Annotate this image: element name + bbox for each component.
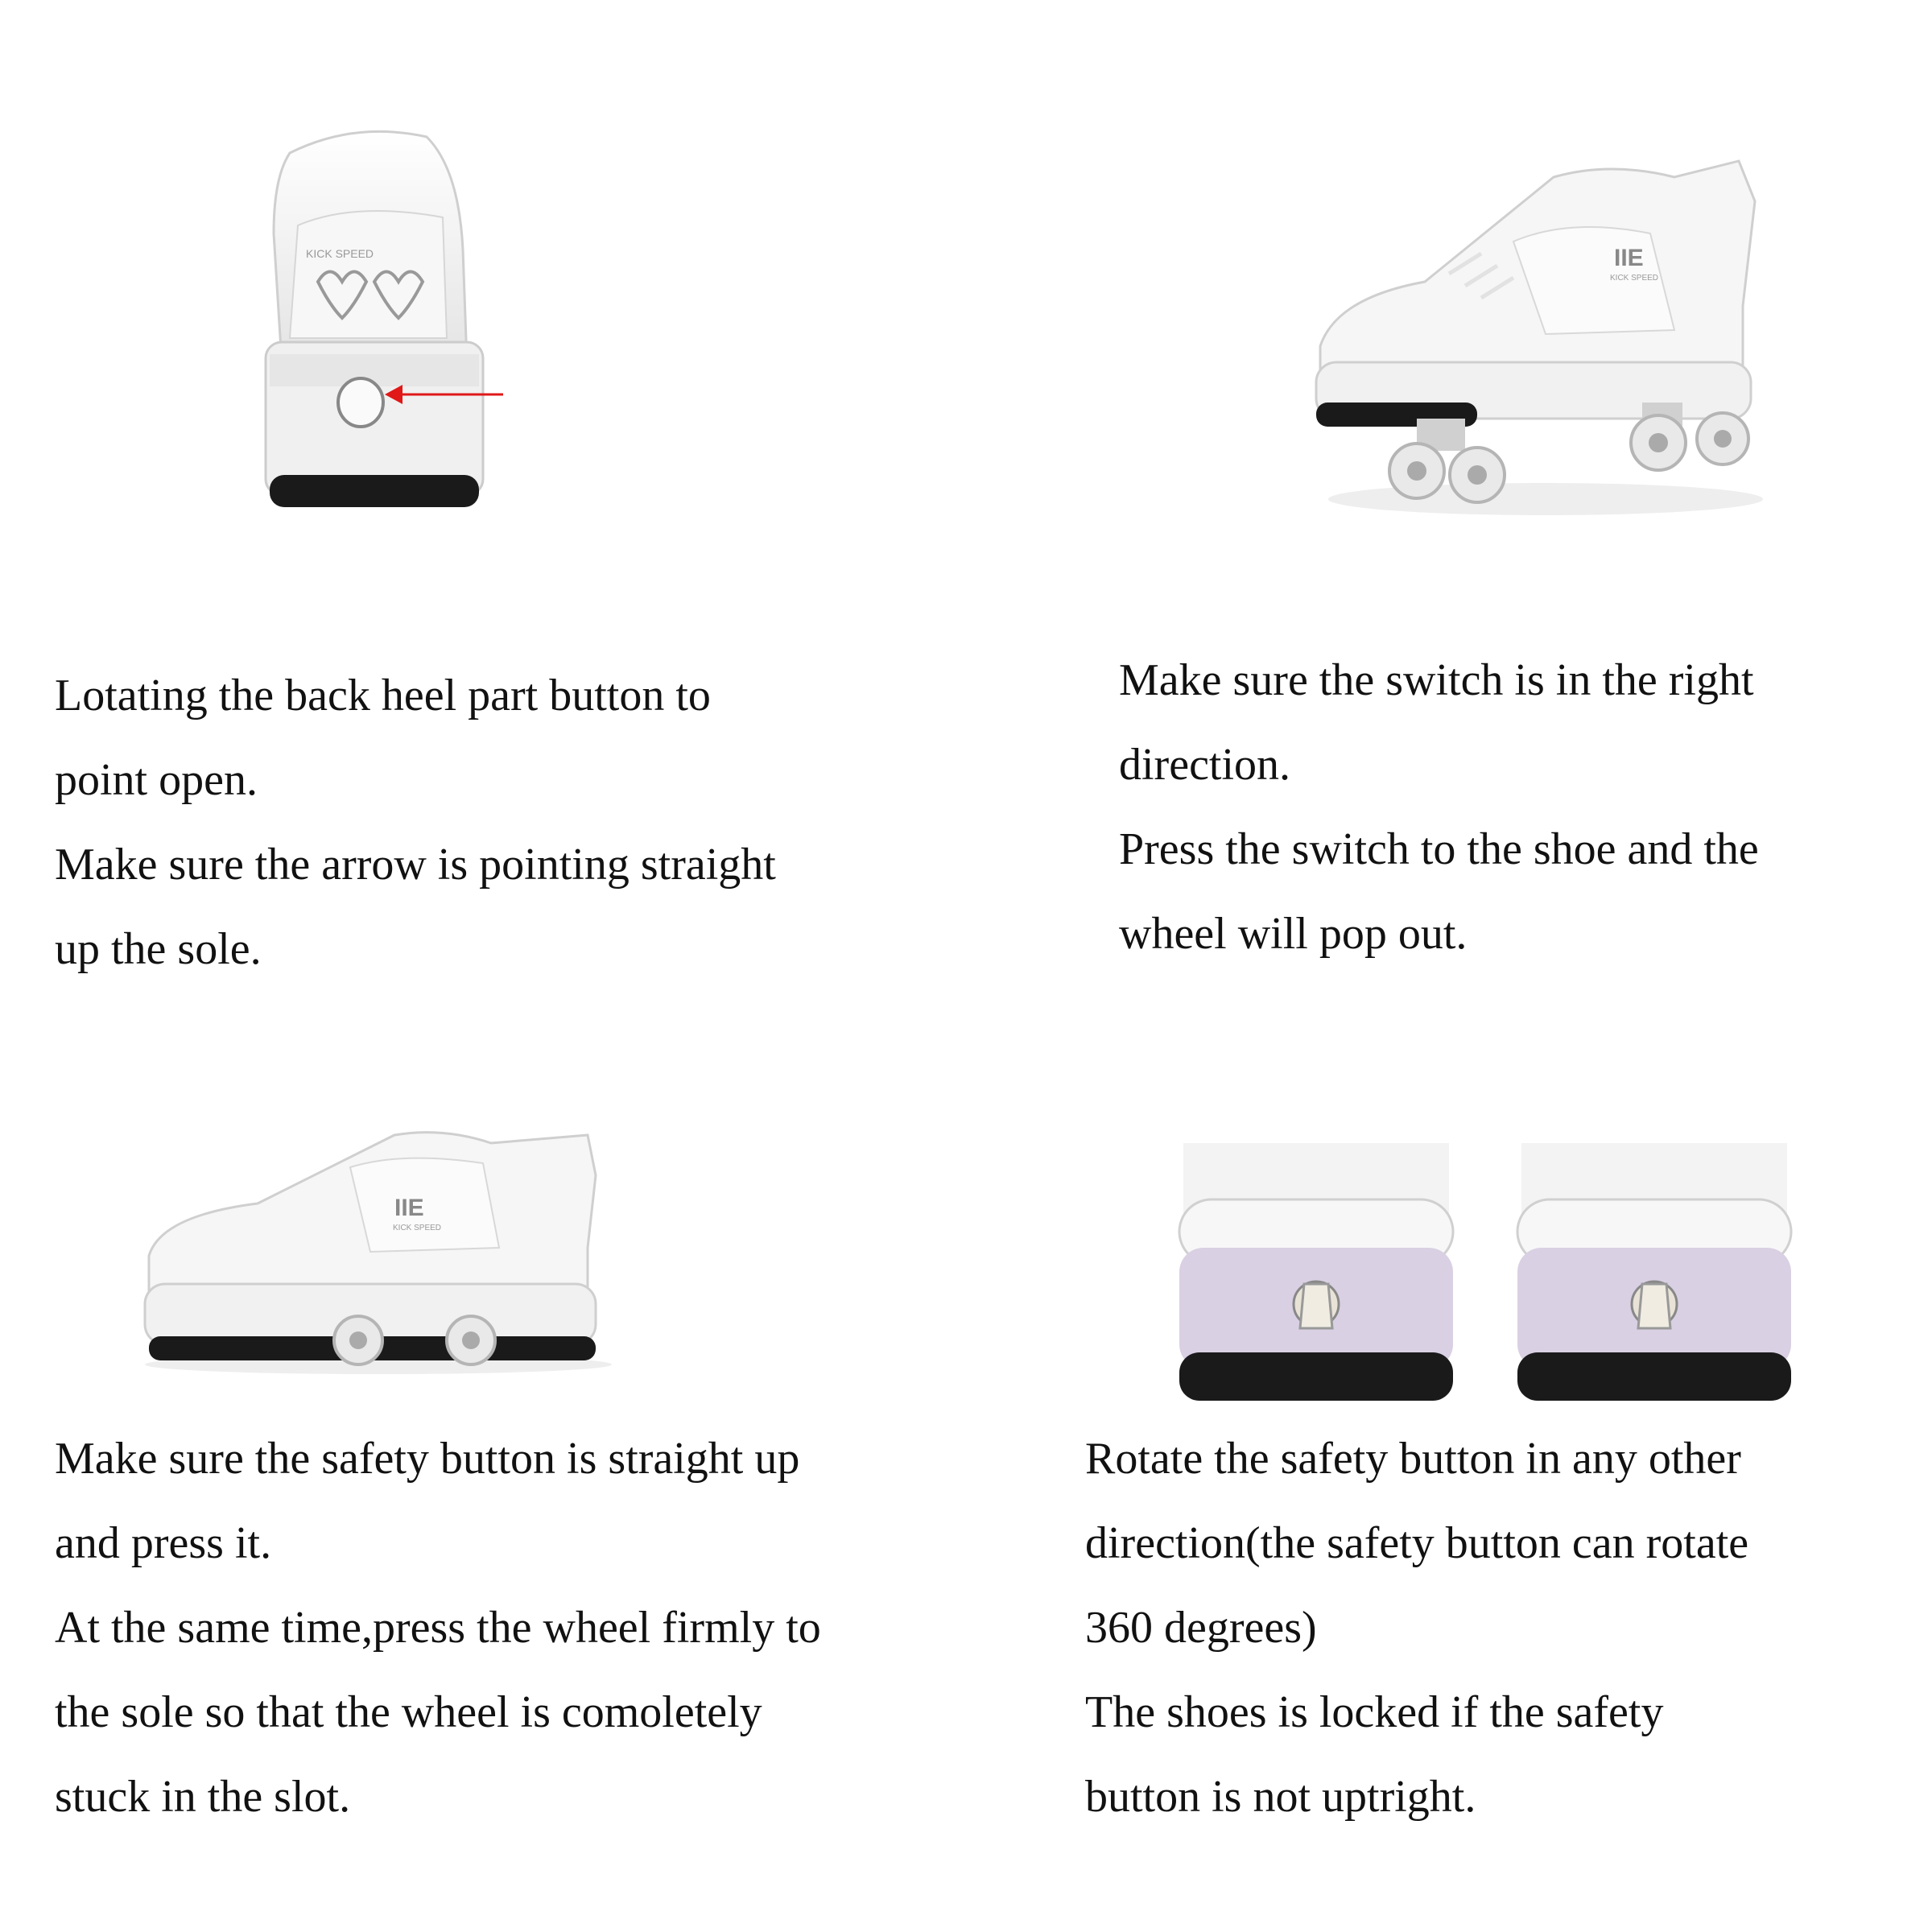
caption-line: point open.: [55, 755, 258, 805]
step-2-caption: [1119, 638, 1924, 976]
svg-text:KICK SPEED: KICK SPEED: [393, 1224, 442, 1232]
caption-line: button is not uptright.: [1085, 1772, 1476, 1822]
svg-text:IIE: IIE: [1614, 245, 1644, 271]
caption-line: and press it.: [55, 1518, 272, 1568]
svg-text:KICK SPEED: KICK SPEED: [306, 247, 374, 260]
caption-line: Make sure the switch is in the right: [1119, 655, 1754, 705]
svg-text:KICK SPEED: KICK SPEED: [1610, 274, 1659, 283]
step-4-caption: [1085, 1417, 1914, 1839]
shoe-wheels-in-image: [137, 1127, 636, 1377]
caption-line: direction.: [1119, 740, 1291, 790]
caption-line: up the sole.: [55, 924, 262, 974]
caption-line: At the same time,press the wheel firmly to: [55, 1603, 821, 1653]
caption-line: Make sure the arrow is pointing straight: [55, 840, 776, 890]
caption-line: the sole so that the wheel is comoletely: [55, 1687, 762, 1737]
step-3-caption: [55, 1417, 1021, 1839]
shoe-wheels-out-image: [1304, 145, 1779, 523]
caption-line: Rotate the safety button in any other: [1085, 1434, 1741, 1484]
svg-text:IIE: IIE: [394, 1195, 424, 1221]
step-1-caption: [55, 654, 989, 992]
caption-line: Make sure the safety button is straight up: [55, 1434, 800, 1484]
caption-line: 360 degrees): [1085, 1603, 1317, 1653]
caption-line: stuck in the slot.: [55, 1772, 351, 1822]
caption-line: wheel will pop out.: [1119, 909, 1468, 959]
caption-line: Press the switch to the shoe and the: [1119, 824, 1759, 874]
shoe-back-heel-image: [242, 121, 612, 539]
caption-line: The shoes is locked if the safety: [1085, 1687, 1664, 1737]
caption-line: Lotating the back heel part button to: [55, 671, 711, 720]
caption-line: direction(the safety button can rotate: [1085, 1518, 1749, 1568]
heels-closeup-image: [1167, 1127, 1827, 1417]
